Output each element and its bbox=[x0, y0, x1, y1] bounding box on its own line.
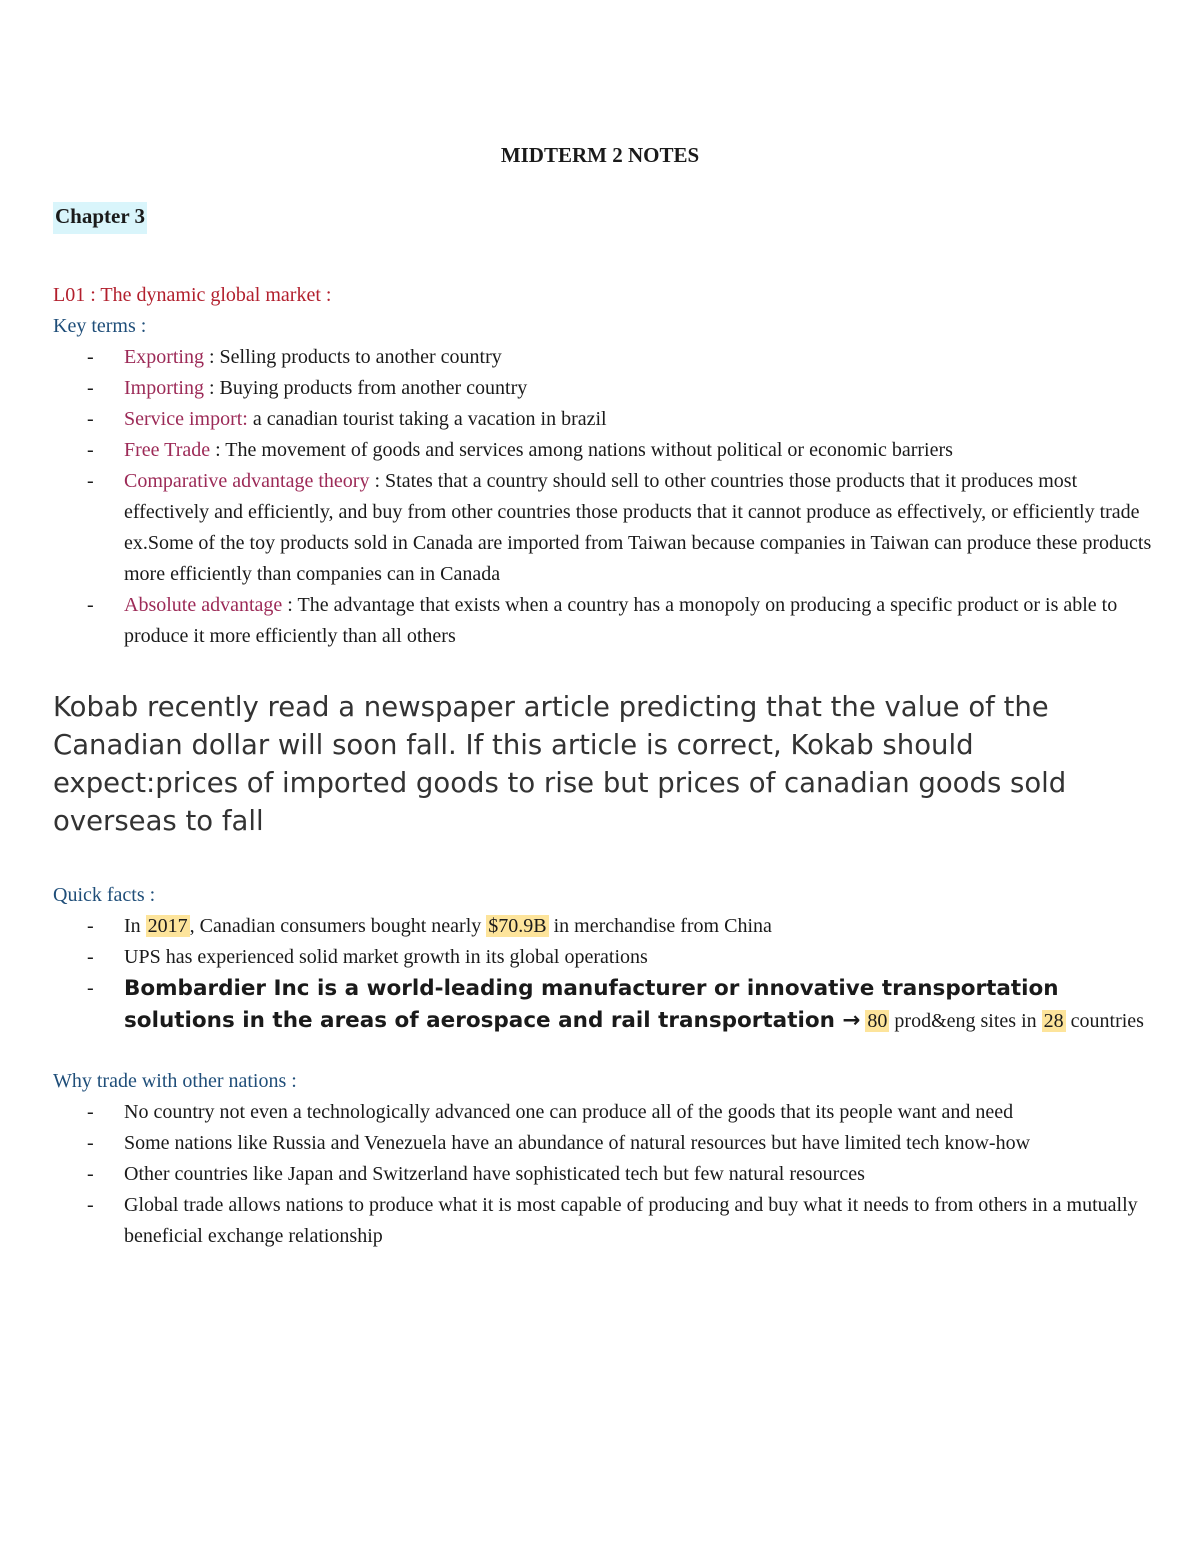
document-title: MIDTERM 2 NOTES bbox=[500, 143, 700, 167]
fact-text: UPS has experienced solid market growth in its global operations bbox=[124, 946, 648, 968]
highlight-year: 2017 bbox=[147, 915, 188, 937]
bullet-dash: - bbox=[87, 1132, 94, 1154]
bullet-dash: - bbox=[87, 470, 94, 492]
bullet-dash: - bbox=[87, 408, 94, 430]
list-item bbox=[53, 342, 1153, 373]
fact-text: prod&eng sites in bbox=[889, 1010, 1042, 1032]
bullet-dash: - bbox=[87, 377, 94, 399]
term-definition: : Buying products from another country bbox=[204, 377, 528, 399]
bullet-dash: - bbox=[87, 346, 94, 368]
list-item bbox=[53, 911, 1153, 942]
bullet-dash: - bbox=[87, 977, 94, 999]
key-terms-list bbox=[53, 342, 1153, 652]
lo1-heading: L01 : The dynamic global market : bbox=[53, 284, 332, 306]
lo1-section bbox=[53, 280, 1153, 652]
list-item bbox=[53, 435, 1153, 466]
chapter-heading: Chapter 3 bbox=[53, 202, 147, 234]
term-name: Absolute advantage bbox=[124, 594, 283, 616]
list-item bbox=[53, 373, 1153, 404]
why-trade-section bbox=[53, 1066, 1153, 1252]
fact-text: In bbox=[124, 915, 146, 937]
list-item bbox=[53, 1097, 1153, 1128]
fact-text: , Canadian consumers bought nearly bbox=[189, 915, 487, 937]
term-definition: : Selling products to another country bbox=[204, 346, 502, 368]
list-item bbox=[53, 404, 1153, 435]
term-name: Service import: bbox=[124, 408, 248, 430]
highlight-amount: $70.9B bbox=[488, 915, 547, 937]
list-item bbox=[53, 1159, 1153, 1190]
highlight-countries: 28 bbox=[1043, 1010, 1064, 1032]
bullet-dash: - bbox=[87, 1101, 94, 1123]
fact-text: in merchandise from China bbox=[548, 915, 772, 937]
bullet-dash: - bbox=[87, 1163, 94, 1185]
list-item bbox=[53, 1128, 1153, 1159]
term-name: Free Trade bbox=[124, 439, 211, 461]
highlight-sites: 80 bbox=[867, 1010, 888, 1032]
quick-facts-section bbox=[53, 880, 1153, 1037]
practice-question: Kobab recently read a newspaper article predicting that the value of the Canadian dollar will soon fall. If this article is correct, Kokab should expect:prices of imported goods to rise but prices of canadian goods sold overseas to fall bbox=[53, 691, 1067, 837]
reason-text: Global trade allows nations to produce what it is most capable of producing and buy what it needs to from others in a mutually beneficial exchange relationship bbox=[124, 1194, 1138, 1247]
fact-text: countries bbox=[1065, 1010, 1144, 1032]
bullet-dash: - bbox=[87, 439, 94, 461]
list-item bbox=[53, 973, 1153, 1037]
term-name: Importing bbox=[124, 377, 204, 399]
term-name: Comparative advantage theory bbox=[124, 470, 370, 492]
reason-text: No country not even a technologically advanced one can produce all of the goods that its people want and need bbox=[124, 1101, 1014, 1123]
reason-text: Some nations like Russia and Venezuela have an abundance of natural resources but have limited tech know-how bbox=[124, 1132, 1031, 1154]
term-name: Exporting bbox=[124, 346, 204, 368]
list-item bbox=[53, 1190, 1153, 1252]
list-item bbox=[53, 590, 1153, 652]
bullet-dash: - bbox=[87, 915, 94, 937]
list-item bbox=[53, 942, 1153, 973]
reason-text: Other countries like Japan and Switzerland have sophisticated tech but few natural resources bbox=[124, 1163, 865, 1185]
list-item bbox=[53, 466, 1153, 590]
key-terms-label: Key terms : bbox=[53, 315, 147, 337]
quick-facts-list bbox=[53, 911, 1153, 1037]
why-trade-list bbox=[53, 1097, 1153, 1252]
bullet-dash: - bbox=[87, 594, 94, 616]
bullet-dash: - bbox=[87, 946, 94, 968]
quick-facts-label: Quick facts : bbox=[53, 884, 156, 906]
why-trade-label: Why trade with other nations : bbox=[53, 1070, 297, 1092]
term-definition: : The advantage that exists when a country has a monopoly on producing a specific product or is able to produce it more efficiently than all others bbox=[124, 594, 1118, 647]
term-definition: : States that a country should sell to other countries those products that it produces most effectively and efficiently, and buy from other countries those products that it cannot produce as effectively, or efficiently trade ex.Some of the toy products sold in Canada are imported from Taiwan because companies in Taiwan can produce these products more efficiently than companies can in Canada bbox=[124, 470, 1152, 585]
term-definition: : The movement of goods and services among nations without political or economic barriers bbox=[210, 439, 953, 461]
term-definition: a canadian tourist taking a vacation in brazil bbox=[247, 408, 607, 430]
bullet-dash: - bbox=[87, 1194, 94, 1216]
fact-bold-text: Bombardier Inc is a world-leading manufacturer or innovative transportation solutions in the areas of aerospace and rail transportation → bbox=[124, 976, 1059, 1033]
